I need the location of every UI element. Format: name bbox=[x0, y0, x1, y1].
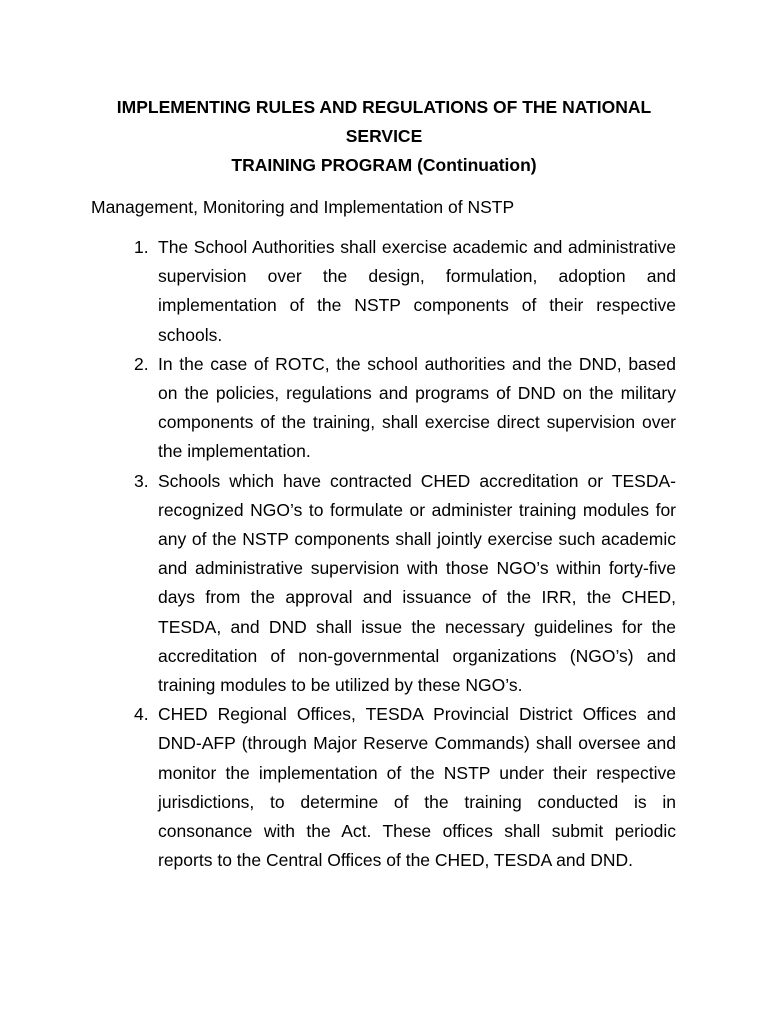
rule-number-1: 1. bbox=[134, 237, 149, 257]
rule-text-2: In the case of ROTC, the school authorities and the DND, based on the policies, regulations and programs of DND on the military components of the training, shall exercise direct supervision over the implementation. bbox=[158, 353, 676, 462]
rule-text-1: The School Authorities shall exercise academic and administrative supervision over the design, formulation, adoption and implementation of the NSTP components of their respective schools. bbox=[158, 237, 676, 345]
rule-item-2 bbox=[134, 350, 676, 467]
rule-number-2: 2. bbox=[134, 353, 149, 374]
rule-text-3: Schools which have contracted CHED accreditation or TESDA-recognized NGO’s to formulate or administer training modules for any of the NSTP components shall jointly exercise such academic and administrative supervision with those NGO’s within forty-five days from the approval and issuance of the IRR, the CHED, TESDA, and DND shall issue the necessary guidelines for the accreditation of non-governmental organizations (NGO’s) and training modules to be utilized by these NGO’s. bbox=[158, 470, 676, 696]
rule-item-1 bbox=[134, 233, 676, 350]
section-heading: Management, Monitoring and Implementation of NSTP bbox=[91, 197, 515, 217]
rule-text-4: CHED Regional Offices, TESDA Provincial District Offices and DND-AFP (through Major Reserve Commands) shall oversee and monitor the implementation of the NSTP under their respective jurisdictions, to determine of the training conducted is in consonance with the Act. These offices shall submit periodic reports to the Central Offices of the CHED, TESDA and DND. bbox=[158, 704, 676, 871]
rule-item-4 bbox=[134, 700, 676, 875]
document-title-line-1: IMPLEMENTING RULES AND REGULATIONS OF THE NATIONAL SERVICE bbox=[116, 97, 652, 146]
document-title bbox=[92, 93, 676, 180]
document-title-line-2: TRAINING PROGRAM (Continuation) bbox=[231, 155, 537, 175]
rule-item-3 bbox=[134, 467, 676, 701]
rule-number-3: 3. bbox=[134, 470, 149, 491]
rule-number-4: 4. bbox=[134, 704, 149, 725]
rules-list bbox=[92, 233, 676, 875]
